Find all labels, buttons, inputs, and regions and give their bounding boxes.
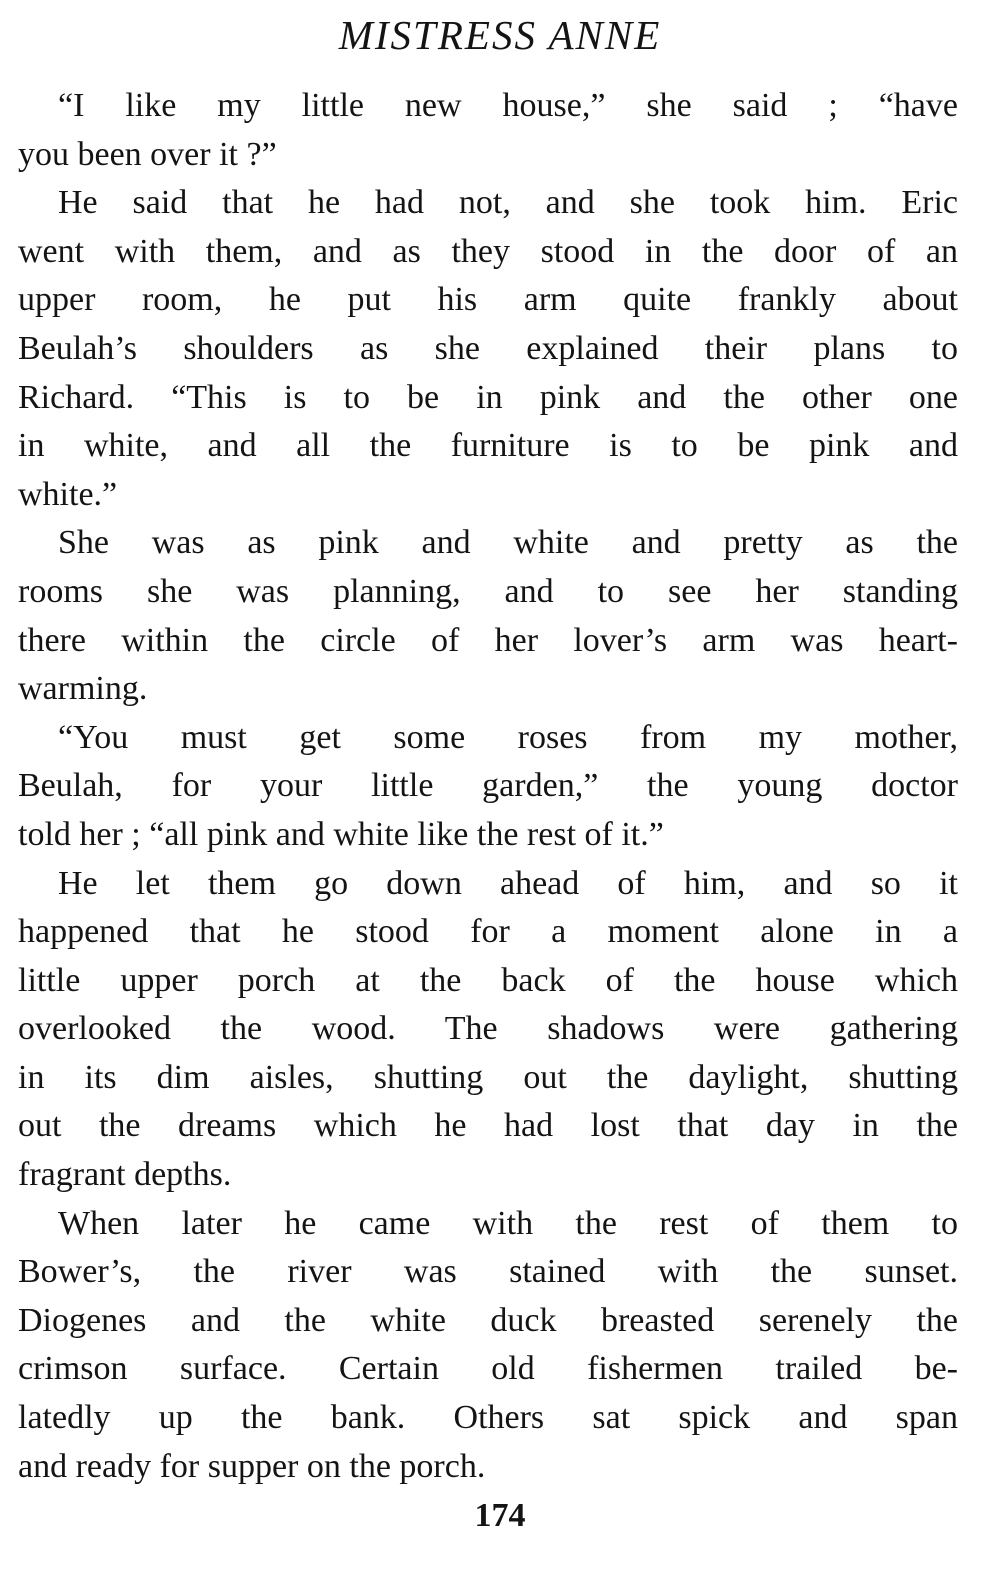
- text-line: out the dreams which he had lost that day in the: [18, 1107, 958, 1145]
- text-line: happened that he stood for a moment alone in a: [18, 913, 958, 951]
- text-line: fragrant depths.: [18, 1156, 232, 1194]
- text-line: rooms she was planning, and to see her standing: [18, 572, 958, 610]
- page-number: 174: [474, 1497, 526, 1534]
- text-line: Bower’s, the river was stained with the sunset.: [18, 1253, 958, 1291]
- paragraph: [18, 1200, 958, 1492]
- text-line: in white, and all the furniture is to be pink and: [18, 427, 958, 465]
- running-title: MISTRESS ANNE: [338, 12, 662, 58]
- text-line: Richard. “This is to be in pink and the other one: [18, 378, 958, 416]
- paragraph: [18, 179, 958, 519]
- text-line: and ready for supper on the porch.: [18, 1447, 486, 1485]
- text-line: “I like my little new house,” she said ; “have: [58, 87, 958, 124]
- text-line: in its dim aisles, shutting out the daylight, shutting: [18, 1058, 958, 1096]
- paragraph: [18, 82, 958, 179]
- text-line: latedly up the bank. Others sat spick and span: [18, 1399, 958, 1437]
- text-line: He said that he had not, and she took him. Eric: [58, 184, 958, 222]
- text-line: Beulah’s shoulders as she explained their plans to: [18, 329, 958, 367]
- paragraph: [18, 714, 958, 860]
- paragraph: [18, 860, 958, 1200]
- text-line: white.”: [18, 475, 118, 513]
- text-line: told her ; “all pink and white like the rest of it.”: [18, 815, 664, 853]
- text-line: Beulah, for your little garden,” the young doctor: [18, 767, 958, 805]
- paragraph: [18, 519, 958, 713]
- text-line: “You must get some roses from my mother,: [58, 718, 958, 756]
- page-body: [18, 82, 958, 1491]
- text-line: She was as pink and white and pretty as the: [58, 524, 958, 562]
- text-line: you been over it ?”: [18, 135, 277, 173]
- text-line: Diogenes and the white duck breasted serenely the: [18, 1301, 958, 1339]
- text-line: upper room, he put his arm quite frankly about: [18, 281, 958, 319]
- text-line: overlooked the wood. The shadows were gathering: [18, 1010, 958, 1048]
- text-line: little upper porch at the back of the house which: [18, 961, 958, 999]
- text-line: crimson surface. Certain old fishermen trailed be-: [18, 1350, 958, 1388]
- text-line: When later he came with the rest of them to: [58, 1204, 958, 1242]
- text-line: went with them, and as they stood in the door of an: [18, 232, 958, 270]
- text-line: warming.: [18, 670, 148, 708]
- text-line: He let them go down ahead of him, and so it: [58, 864, 958, 902]
- text-line: there within the circle of her lover’s arm was heart-: [18, 621, 958, 659]
